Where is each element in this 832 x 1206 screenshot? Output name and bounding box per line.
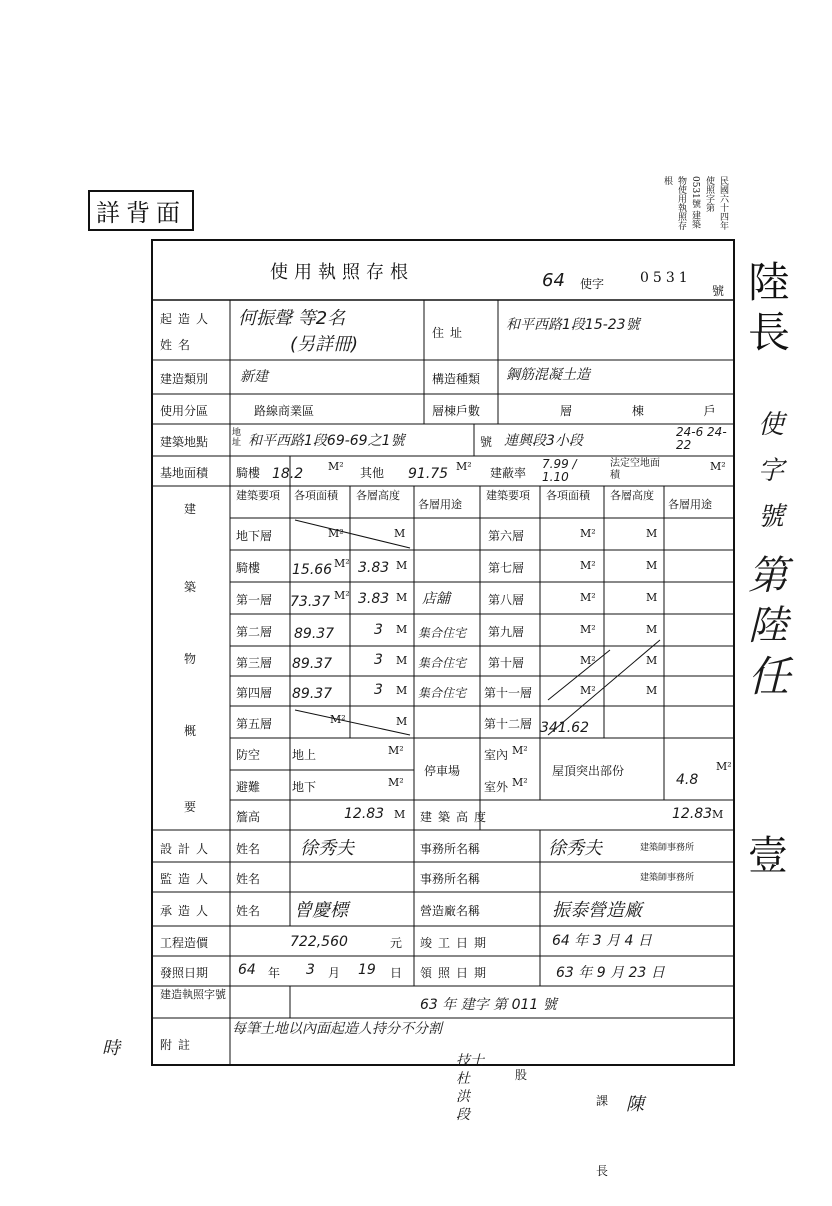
receive-value: 63 年 9 月 23 日: [556, 965, 665, 981]
supervisor-label: 監造人: [160, 872, 215, 886]
address-label: 住址: [432, 326, 469, 340]
contractor-company-label: 營造廠名稱: [420, 904, 481, 918]
address-value: 和平西路1段15-23號: [506, 317, 640, 333]
outdoor-unit: M²: [512, 776, 528, 789]
roof-unit: M²: [716, 760, 732, 773]
col-header-height-right: 各層高度: [610, 489, 654, 502]
left-row-unit-height-5: M: [396, 684, 408, 697]
right-margin-char-3: 字: [758, 456, 785, 486]
permit-label: 建造執照字號: [160, 988, 226, 1001]
issue-year-unit: 年: [268, 966, 281, 980]
designer-name-label: 姓名: [236, 842, 261, 856]
right-row-label-3: 第九層: [488, 625, 525, 639]
left-row-use-5: 集合住宅: [418, 686, 467, 700]
right-row-unit-height-2: M: [646, 591, 658, 604]
right-margin-char-2: 使: [758, 410, 785, 440]
right-row-label-0: 第六層: [488, 529, 525, 543]
col-header-use-left: 各層用途: [418, 498, 462, 511]
cost-unit: 元: [390, 936, 403, 950]
right-row-unit-area-3: M²: [580, 623, 596, 636]
form-number: 0531: [640, 270, 692, 286]
arcade-unit: M²: [328, 460, 344, 473]
other-area: 91.75: [408, 466, 449, 482]
right-row-label-5: 第十一層: [484, 686, 533, 700]
left-row-unit-area-0: M²: [328, 527, 344, 540]
left-row-height-2: 3.83: [358, 591, 390, 607]
col-header-height-left: 各層高度: [356, 489, 400, 502]
right-row-unit-area-1: M²: [580, 559, 596, 572]
form-title: 使用執照存根: [270, 262, 414, 283]
left-row-unit-height-4: M: [396, 654, 408, 667]
left-row-use-4: 集合住宅: [418, 656, 467, 670]
right-seal: 陳: [626, 1094, 644, 1115]
issue-day: 19: [358, 962, 376, 978]
col-header-use-right: 各層用途: [668, 498, 712, 511]
receive-label: 領照日期: [420, 966, 493, 980]
building-height-label: 建築高度: [420, 810, 493, 824]
designer-office: 徐秀夫: [548, 838, 602, 859]
right-row-unit-area-5: M²: [580, 684, 596, 697]
designer-label: 設計人: [160, 842, 215, 856]
left-row-area-3: 89.37: [294, 626, 335, 642]
right-row-label-4: 第十層: [488, 656, 525, 670]
left-row-height-5: 3: [374, 682, 383, 698]
right-margin-char-4: 號: [758, 502, 785, 532]
left-row-unit-height-3: M: [396, 623, 408, 636]
right-row-unit-height-4: M: [646, 654, 658, 667]
left-row-height-3: 3: [374, 622, 383, 638]
head-label: 課長: [596, 1094, 609, 1178]
issue-day-unit: 日: [390, 966, 403, 980]
indoor-label: 室內: [484, 748, 509, 762]
left-row-unit-height-1: M: [396, 559, 408, 572]
supervisor-office-suffix: 建築師事務所: [640, 873, 695, 883]
shelter-label-b: 避難: [236, 780, 261, 794]
designer-office-label: 事務所名稱: [420, 842, 481, 856]
left-row-label-4: 第三層: [236, 656, 273, 670]
contractor-name: 曾慶標: [294, 900, 348, 921]
left-row-height-1: 3.83: [358, 560, 390, 576]
top-right-note: 民國六十四年使照字第0531號 建築物使用執照存根: [662, 176, 728, 230]
left-row-label-2: 第一層: [236, 593, 273, 607]
contractor-label: 承造人: [160, 904, 215, 918]
left-row-unit-area-1: M²: [334, 557, 350, 570]
col-header-area-right: 各項面積: [546, 489, 590, 502]
building-height-value: 12.83: [672, 806, 713, 822]
left-row-label-5: 第四層: [236, 686, 273, 700]
below-ground-unit: M²: [388, 776, 404, 789]
chief-signature: 技士 杜 洪 段: [456, 1053, 484, 1123]
applicant-name: 何振聲 等2名: [238, 308, 346, 329]
remarks-label: 附註: [160, 1038, 197, 1052]
legal-area-unit: M²: [710, 460, 726, 473]
right-row-unit-height-5: M: [646, 684, 658, 697]
eaves-value: 12.83: [344, 806, 385, 822]
above-ground-label: 地上: [292, 748, 317, 762]
cost-label: 工程造價: [160, 936, 209, 950]
right-row-unit-area-0: M²: [580, 527, 596, 540]
left-note: 時: [102, 1038, 120, 1059]
eaves-label: 簷高: [236, 810, 261, 824]
other-label: 其他: [360, 466, 385, 480]
total-area: 341.62: [540, 720, 589, 736]
coverage-label: 建蔽率: [490, 466, 527, 480]
left-row-label-0: 地下層: [236, 529, 273, 543]
arcade-area: 18.2: [272, 466, 304, 482]
left-row-unit-area-6: M²: [330, 713, 346, 726]
contractor-company: 振泰營造廠: [552, 900, 642, 921]
issue-year: 64: [238, 962, 256, 978]
form-doc-type: 使字: [580, 277, 605, 291]
lot-value: 連興段3小段: [504, 433, 583, 449]
section-label: 股: [515, 1068, 528, 1082]
building-height-unit: M: [712, 808, 724, 821]
floors-value: 層 棟 戶: [560, 404, 744, 418]
left-row-label-3: 第二層: [236, 625, 273, 639]
right-margin-char-6: 陸: [748, 603, 788, 649]
side-label-1: 建: [184, 502, 197, 516]
parking-label: 停車場: [424, 764, 461, 778]
right-row-unit-height-0: M: [646, 527, 658, 540]
indoor-unit: M²: [512, 744, 528, 757]
left-row-unit-height-2: M: [396, 591, 408, 604]
outdoor-label: 室外: [484, 780, 509, 794]
area-label: 基地面積: [160, 466, 209, 480]
left-row-use-2: 店舖: [422, 591, 450, 607]
arcade-label: 騎樓: [236, 466, 261, 480]
remarks-value: 每筆土地以內面起造人持分不分割: [232, 1021, 442, 1037]
legal-area-label: 法定空地面積: [610, 458, 660, 481]
form-number-suffix: 號: [712, 284, 725, 298]
coverage-value: 7.99 / 1.10: [542, 457, 577, 484]
location-label: 建築地點: [160, 435, 209, 449]
left-row-label-6: 第五層: [236, 717, 273, 731]
applicant-name-sub: (另詳冊): [290, 334, 359, 355]
lot-label: 號: [480, 435, 493, 449]
right-margin-char-1: 長: [748, 308, 791, 357]
side-label-3: 物: [184, 652, 197, 666]
left-row-unit-height-6: M: [396, 715, 408, 728]
lot-numbers: 24-6 24-22: [676, 425, 727, 452]
right-row-label-2: 第八層: [488, 593, 525, 607]
left-row-area-4: 89.37: [292, 656, 333, 672]
right-margin-char-5: 第: [748, 553, 788, 599]
cost-value: 722,560: [290, 934, 348, 950]
floors-label: 層棟戶數: [432, 404, 481, 418]
right-row-label-6: 第十二層: [484, 717, 533, 731]
right-row-unit-height-3: M: [646, 623, 658, 636]
left-row-area-2: 73.37: [290, 594, 331, 610]
permit-value: 63 年 建字 第 011 號: [420, 997, 557, 1013]
issue-month-unit: 月: [328, 966, 341, 980]
contractor-name-label: 姓名: [236, 904, 261, 918]
applicant-label-b: 姓名: [160, 338, 197, 352]
location-prefix: 地址: [232, 428, 242, 448]
side-label-4: 概: [184, 724, 197, 738]
shelter-label-a: 防空: [236, 748, 261, 762]
roof-area: 4.8: [676, 772, 699, 788]
eaves-unit: M: [394, 808, 406, 821]
col-header-item-left: 建築要項: [236, 489, 280, 502]
issue-month: 3: [306, 962, 315, 978]
designer-office-suffix: 建築師事務所: [640, 843, 695, 853]
location-value: 和平西路1段69-69之1號: [248, 433, 405, 449]
issue-label: 發照日期: [160, 966, 209, 980]
category-label: 建造類別: [160, 372, 209, 386]
left-row-unit-area-2: M²: [334, 589, 350, 602]
right-margin-char-8: 壹: [748, 833, 788, 879]
other-unit: M²: [456, 460, 472, 473]
right-row-unit-area-4: M²: [580, 654, 596, 667]
category-value: 新建: [240, 369, 268, 385]
right-row-label-1: 第七層: [488, 561, 525, 575]
right-margin-char-7: 任: [748, 652, 791, 701]
zone-label: 使用分區: [160, 404, 209, 418]
left-row-label-1: 騎樓: [236, 561, 261, 575]
side-label-2: 築: [184, 580, 197, 594]
right-margin-char-0: 陸: [748, 258, 791, 307]
structure-value: 鋼筋混凝土造: [506, 367, 590, 383]
left-row-use-3: 集合住宅: [418, 626, 467, 640]
completion-value: 64 年 3 月 4 日: [552, 933, 652, 949]
col-header-item-right: 建築要項: [486, 489, 530, 502]
col-header-area-left: 各項面積: [294, 489, 338, 502]
supervisor-office-label: 事務所名稱: [420, 872, 481, 886]
side-label-5: 要: [184, 800, 197, 814]
roof-label: 屋頂突出部份: [552, 764, 625, 778]
structure-label: 構造種類: [432, 372, 481, 386]
right-row-unit-height-1: M: [646, 559, 658, 572]
below-ground-label: 地下: [292, 780, 317, 794]
form-year: 64: [542, 270, 565, 291]
left-row-area-5: 89.37: [292, 686, 333, 702]
left-row-height-4: 3: [374, 652, 383, 668]
supervisor-name-label: 姓名: [236, 872, 261, 886]
designer-name: 徐秀夫: [300, 838, 354, 859]
right-row-unit-area-2: M²: [580, 591, 596, 604]
applicant-label-a: 起造人: [160, 312, 215, 326]
left-row-unit-height-0: M: [394, 527, 406, 540]
detail-back-stamp: 詳背面: [88, 190, 194, 231]
left-row-area-1: 15.66: [292, 562, 333, 578]
above-ground-unit: M²: [388, 744, 404, 757]
completion-label: 竣工日期: [420, 936, 493, 950]
zone-value: 路線商業區: [254, 404, 315, 418]
